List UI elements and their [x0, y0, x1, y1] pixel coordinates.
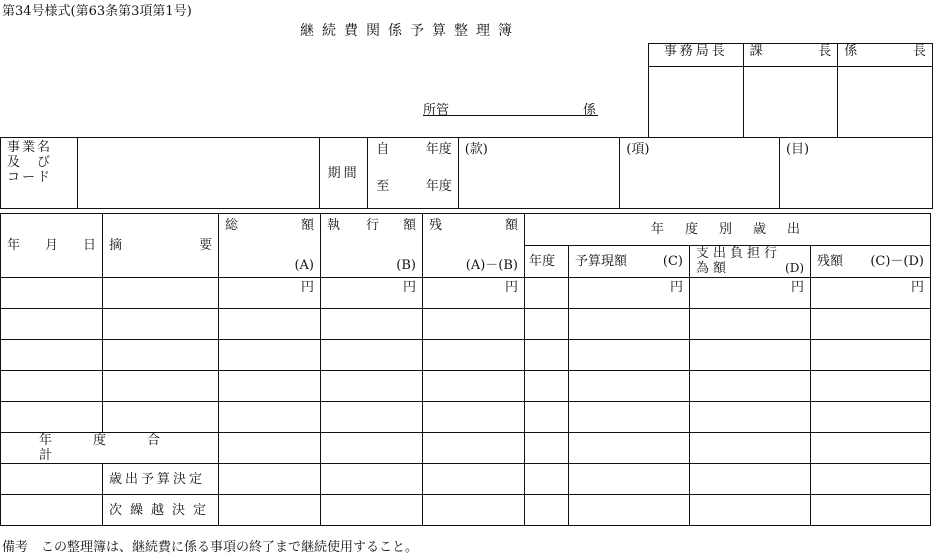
- balance-cell[interactable]: [811, 495, 931, 526]
- summary-cell[interactable]: [103, 371, 219, 402]
- budget-cell[interactable]: [569, 433, 690, 464]
- executed-code: (B): [396, 258, 416, 273]
- table-row: [1, 340, 931, 371]
- table-row: [1, 402, 931, 433]
- budget-decision-row: [1, 464, 931, 495]
- expenditure-cell[interactable]: [690, 495, 811, 526]
- total-cell[interactable]: [219, 495, 321, 526]
- date-cell[interactable]: [1, 278, 103, 309]
- balance-cell[interactable]: [811, 464, 931, 495]
- section-chief-stamp-box[interactable]: [743, 67, 838, 138]
- executed-label-a: 執: [327, 218, 341, 233]
- budget-cell[interactable]: [569, 495, 690, 526]
- remaining-cell[interactable]: [423, 433, 525, 464]
- summary-cell[interactable]: [103, 278, 219, 309]
- executed-cell[interactable]: [321, 309, 423, 340]
- expenditure-cell[interactable]: [690, 402, 811, 433]
- remaining-cell[interactable]: [423, 464, 525, 495]
- project-name-line2: 及 び: [7, 155, 53, 170]
- total-code: (A): [294, 258, 314, 273]
- date-cell[interactable]: [1, 340, 103, 371]
- total-cell[interactable]: [219, 402, 321, 433]
- yen-unit: 円: [910, 280, 924, 295]
- summary-label-a: 摘: [109, 238, 123, 253]
- summary-cell[interactable]: [103, 402, 219, 433]
- summary-cell[interactable]: [103, 309, 219, 340]
- budget-cell[interactable]: [569, 371, 690, 402]
- unit-chief-header: [838, 44, 933, 67]
- yen-unit: 円: [504, 280, 518, 295]
- budget-cell[interactable]: [569, 464, 690, 495]
- kan-field[interactable]: [458, 138, 620, 209]
- expenditure-header: [690, 246, 811, 278]
- total-cell[interactable]: [219, 371, 321, 402]
- executed-cell[interactable]: [321, 371, 423, 402]
- moku-field[interactable]: [779, 138, 932, 209]
- remaining-cell[interactable]: [423, 309, 525, 340]
- balance-cell[interactable]: [811, 402, 931, 433]
- remaining-cell[interactable]: [423, 371, 525, 402]
- budget-cell[interactable]: [569, 278, 690, 309]
- date-cell[interactable]: [1, 402, 103, 433]
- date-cell[interactable]: [1, 495, 103, 526]
- year-total-row: [1, 433, 931, 464]
- remarks-note: 備考 この整理簿は、継続費に係る事項の終了まで継続使用すること。: [2, 540, 419, 555]
- period-label: 期間: [319, 138, 367, 209]
- executed-label-c: 額: [402, 218, 416, 233]
- expenditure-cell[interactable]: [690, 278, 811, 309]
- project-name-line1: 事業名: [7, 140, 53, 155]
- remaining-cell[interactable]: [423, 402, 525, 433]
- expenditure-cell[interactable]: [690, 433, 811, 464]
- total-label-a: 総: [225, 218, 239, 233]
- yen-unit: 円: [790, 280, 804, 295]
- year-total-label: 年 度 合 計: [1, 433, 219, 464]
- expenditure-cell[interactable]: [690, 309, 811, 340]
- year-cell[interactable]: [525, 278, 569, 309]
- balance-cell[interactable]: [811, 371, 931, 402]
- date-cell[interactable]: [1, 464, 103, 495]
- document-title: 継続費関係予算整理簿: [300, 23, 520, 39]
- executed-cell[interactable]: [321, 495, 423, 526]
- jurisdiction-label: 所管: [423, 103, 450, 118]
- expenditure-label: 支出負担行為額: [696, 246, 782, 276]
- project-name-line3: コード: [7, 170, 53, 185]
- period-field[interactable]: [368, 138, 458, 209]
- remaining-code: (A)－(B): [465, 258, 518, 273]
- ledger-table: [0, 213, 931, 526]
- summary-header: [103, 214, 219, 278]
- jurisdiction-line: [423, 99, 598, 116]
- balance-cell[interactable]: [811, 433, 931, 464]
- balance-header: [811, 246, 931, 278]
- executed-cell[interactable]: [321, 278, 423, 309]
- expenditure-cell[interactable]: [690, 371, 811, 402]
- total-cell[interactable]: [219, 309, 321, 340]
- balance-cell[interactable]: [811, 309, 931, 340]
- date-cell[interactable]: [1, 371, 103, 402]
- form-number: 第34号様式(第63条第3項第1号): [2, 4, 192, 19]
- budget-cell[interactable]: [569, 309, 690, 340]
- period-from-label: 自: [376, 142, 390, 157]
- budget-cell[interactable]: [569, 340, 690, 371]
- table-row: [1, 278, 931, 309]
- expenditure-cell[interactable]: [690, 340, 811, 371]
- date-day-label: 日: [82, 238, 96, 253]
- kou-field[interactable]: [620, 138, 780, 209]
- total-cell[interactable]: [219, 340, 321, 371]
- remaining-label-b: 額: [504, 218, 518, 233]
- year-header: 年度: [525, 246, 569, 278]
- executed-cell[interactable]: [321, 464, 423, 495]
- section-chief-header: [743, 44, 838, 67]
- total-label-b: 額: [300, 218, 314, 233]
- approval-stamp-table: [648, 43, 933, 138]
- year-cell[interactable]: [525, 371, 569, 402]
- yen-unit: 円: [669, 280, 683, 295]
- yearly-expenditure-header: 年 度 別 歳 出: [525, 214, 931, 246]
- executed-cell[interactable]: [321, 433, 423, 464]
- executed-label-b: 行: [366, 218, 380, 233]
- moku-label: (目): [785, 142, 810, 157]
- budget-decision-label: 歳出予算決定: [103, 464, 219, 495]
- balance-code: (C)－(D): [870, 254, 924, 269]
- period-to-nendo: 年度: [425, 179, 452, 194]
- year-cell[interactable]: [525, 340, 569, 371]
- section-chief-label-b: 長: [818, 44, 832, 59]
- date-header: [1, 214, 103, 278]
- remaining-header: [423, 214, 525, 278]
- period-to-label: 至: [376, 179, 390, 194]
- project-name-label: [1, 138, 78, 209]
- balance-label: 残額: [817, 254, 844, 269]
- table-row: [1, 371, 931, 402]
- year-cell[interactable]: [525, 495, 569, 526]
- period-from-nendo: 年度: [425, 142, 452, 157]
- director-header: 事務局長: [649, 44, 744, 67]
- year-cell[interactable]: [525, 433, 569, 464]
- year-cell[interactable]: [525, 402, 569, 433]
- date-month-label: 月: [44, 238, 58, 253]
- balance-cell[interactable]: [811, 340, 931, 371]
- total-cell[interactable]: [219, 464, 321, 495]
- executed-cell[interactable]: [321, 402, 423, 433]
- carryover-label: 次繰越決定: [103, 495, 219, 526]
- expenditure-code: (D): [785, 261, 804, 275]
- section-chief-label-a: 課: [749, 44, 763, 59]
- summary-cell[interactable]: [103, 340, 219, 371]
- date-cell[interactable]: [1, 309, 103, 340]
- year-cell[interactable]: [525, 464, 569, 495]
- executed-cell[interactable]: [321, 340, 423, 371]
- kou-label: (項): [626, 142, 650, 157]
- budget-header: [569, 246, 690, 278]
- total-header: [219, 214, 321, 278]
- director-stamp-box[interactable]: [649, 67, 744, 138]
- yen-unit: 円: [300, 280, 314, 295]
- budget-label: 予算現額: [575, 254, 628, 269]
- remaining-label-a: 残: [429, 218, 443, 233]
- total-cell[interactable]: [219, 278, 321, 309]
- executed-header: [321, 214, 423, 278]
- table-row: [1, 309, 931, 340]
- unit-chief-label-b: 長: [912, 44, 926, 59]
- yen-unit: 円: [402, 280, 416, 295]
- project-info-table: [0, 137, 933, 209]
- project-name-field[interactable]: [78, 138, 320, 209]
- remaining-cell[interactable]: [423, 278, 525, 309]
- unit-chief-stamp-box[interactable]: [838, 67, 933, 138]
- date-year-label: 年: [7, 238, 21, 253]
- balance-cell[interactable]: [811, 278, 931, 309]
- total-cell[interactable]: [219, 433, 321, 464]
- remaining-cell[interactable]: [423, 340, 525, 371]
- kan-label: (款): [464, 142, 488, 157]
- remaining-cell[interactable]: [423, 495, 525, 526]
- section-label: 係: [582, 103, 596, 118]
- carryover-row: [1, 495, 931, 526]
- expenditure-cell[interactable]: [690, 464, 811, 495]
- budget-cell[interactable]: [569, 402, 690, 433]
- year-cell[interactable]: [525, 309, 569, 340]
- unit-chief-label-a: 係: [844, 44, 858, 59]
- summary-label-b: 要: [198, 238, 212, 253]
- budget-code: (C): [662, 254, 683, 269]
